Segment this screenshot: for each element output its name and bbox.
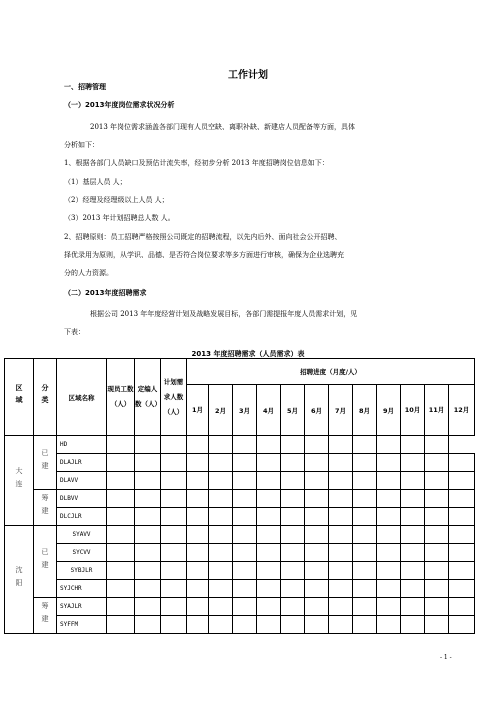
header-planned-demand: 计划需求人数（人）: [161, 359, 187, 436]
document-title: 工作计划: [228, 70, 268, 81]
header-month: 3月: [233, 385, 257, 436]
category-preparing: 筹建: [34, 598, 57, 634]
header-month: 2月: [209, 385, 233, 436]
header-progress: 招聘进度（月度/人）: [187, 359, 475, 385]
header-month: 9月: [377, 385, 401, 436]
area-name-cell: SYBJLR: [57, 562, 107, 580]
list-item: 2、招聘原则：员工招聘严格按照公司既定的招聘流程，以先内后外、面向社会公开招聘、: [64, 233, 342, 241]
paragraph-line: 分析如下：: [64, 141, 99, 149]
category-built: 已建: [34, 526, 57, 598]
table-title: 2013 年度招聘需求（人员需求）表: [191, 350, 305, 358]
header-month: 1月: [187, 385, 209, 436]
section-heading-recruitment: 一、招聘管理: [64, 83, 106, 91]
area-name-cell: SYFFM: [57, 616, 107, 634]
subsection-heading-demand: （二）2013年度招聘需求: [64, 289, 147, 297]
list-item: （2）经理及经理级以上人员 人；: [64, 196, 169, 204]
header-month: 7月: [329, 385, 353, 436]
header-month: 5月: [281, 385, 305, 436]
area-name-cell: SYJCHR: [57, 580, 107, 598]
area-name-cell: DLAVV: [57, 472, 107, 490]
category-preparing: 筹建: [34, 490, 57, 526]
area-name-cell: SYCVV: [57, 544, 107, 562]
recruitment-demand-table: [4, 358, 475, 634]
page-number: - 1 -: [440, 654, 452, 661]
paragraph-line: 分的人力资源。: [64, 269, 113, 277]
paragraph-line: 下表：: [64, 328, 85, 336]
header-region: 区域: [5, 359, 34, 436]
header-month: 12月: [449, 385, 475, 436]
subsection-heading-demand-analysis: （一）2013年度岗位需求状况分析: [64, 101, 175, 109]
header-current-staff: 现员工数（人）: [107, 359, 135, 436]
area-name-cell: DLAJLR: [57, 454, 107, 472]
header-category: 分类: [34, 359, 57, 436]
header-month: 6月: [305, 385, 329, 436]
area-name-cell: HD: [57, 436, 107, 454]
header-month: 11月: [425, 385, 449, 436]
area-name-cell: SYAVV: [57, 526, 107, 544]
list-item: （1）基层人员 人；: [64, 178, 127, 186]
header-month: 8月: [353, 385, 377, 436]
list-item: （3）2013 年计划招聘总人数 人。: [64, 214, 175, 222]
area-name-cell: DLBVV: [57, 490, 107, 508]
header-month: 10月: [401, 385, 425, 436]
paragraph-line: 根据公司 2013 年年度经营计划及战略发展目标，各部门需提报年度人员需求计划，见: [90, 310, 358, 318]
region-dalian: 大连: [5, 436, 34, 526]
area-name-cell: DLCJLR: [57, 508, 107, 526]
list-item: 1、根据各部门人员缺口及预估计流失率，经初步分析 2013 年度招聘岗位信息如下：: [64, 159, 329, 167]
header-month: 4月: [257, 385, 281, 436]
paragraph-line: 择优录用为原则，从学识、品德、是否符合岗位要求等多方面进行审核，确保为企业选聘充: [64, 251, 344, 259]
header-area-name: 区域名称: [57, 359, 107, 436]
header-quota: 定编人数（人）: [135, 359, 161, 436]
area-name-cell: SYAJLR: [57, 598, 107, 616]
category-built: 已建: [34, 436, 57, 490]
paragraph-line: 2013 年岗位需求涵盖各部门现有人员空缺、离职补缺、新建店人员配备等方面，具体: [90, 123, 356, 131]
region-shenyang: 沈阳: [5, 526, 34, 634]
